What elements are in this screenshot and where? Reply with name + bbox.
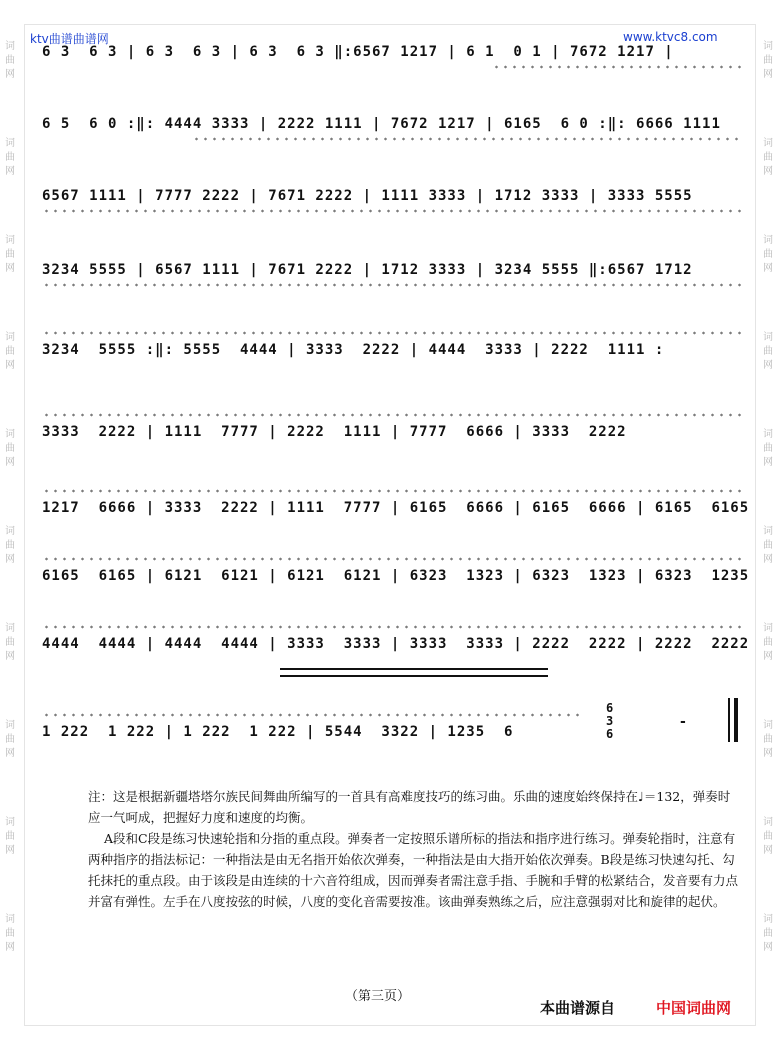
score-notation: 3333 2222 | 1111 7777 | 2222 1111 | 7777 6666 | 3333 2222 — [42, 424, 627, 440]
watermark-char: 词 — [5, 41, 15, 52]
watermark-group — [761, 234, 775, 276]
watermark-char: 词 — [5, 235, 15, 246]
score-row — [42, 494, 750, 528]
footer-source-label: 本曲谱源自 — [540, 999, 616, 1017]
watermark-char: 词 — [763, 429, 773, 440]
watermark-group — [3, 913, 17, 955]
watermark-char: 曲 — [763, 831, 773, 842]
watermark-group — [3, 525, 17, 567]
watermark-group — [761, 913, 775, 955]
watermark-char: 曲 — [763, 443, 773, 454]
watermark-char: 网 — [763, 263, 773, 274]
watermark-char: 词 — [5, 429, 15, 440]
watermark-group — [3, 816, 17, 858]
watermark-group — [761, 428, 775, 470]
octave-dots — [42, 712, 582, 718]
watermark-char: 网 — [763, 845, 773, 856]
octave-dots — [42, 412, 742, 418]
watermark-char: 曲 — [763, 55, 773, 66]
watermark-char: 词 — [763, 41, 773, 52]
final-chord — [606, 702, 613, 741]
watermark-char: 曲 — [5, 928, 15, 939]
watermark-char: 词 — [5, 720, 15, 731]
watermark-group — [3, 40, 17, 82]
header-site-left[interactable]: ktv曲谱曲谱网 — [30, 32, 109, 46]
chord-note: 3 — [606, 714, 614, 728]
watermark-char: 网 — [5, 360, 15, 371]
page-number: （第三页） — [345, 989, 411, 1004]
score-notation: 4444 4444 | 4444 4444 | 3333 3333 | 3333 3333 | 2222 2222 | 2222 2222 — [42, 636, 750, 652]
watermark-right — [761, 40, 775, 1010]
score-row — [42, 418, 742, 452]
octave-dots — [42, 624, 742, 630]
watermark-group — [761, 525, 775, 567]
watermark-group — [3, 234, 17, 276]
watermark-group — [761, 331, 775, 373]
score-notation: 6 5 6 0 :‖: 4444 3333 | 2222 1111 | 7672 1217 | 6165 6 0 :‖: 6666 1111 — [42, 116, 721, 132]
tremolo-bracket — [280, 668, 548, 670]
watermark-char: 曲 — [5, 540, 15, 551]
score-notation: 3234 5555 :‖: 5555 4444 | 3333 2222 | 4444 3333 | 2222 1111 : — [42, 342, 665, 358]
watermark-char: 网 — [5, 554, 15, 565]
chord-note: 6 — [606, 701, 614, 715]
final-barline-thick — [734, 698, 738, 742]
watermark-char: 曲 — [5, 249, 15, 260]
watermark-char: 词 — [763, 623, 773, 634]
watermark-char: 网 — [5, 69, 15, 80]
watermark-char: 网 — [763, 942, 773, 953]
watermark-group — [761, 816, 775, 858]
watermark-char: 词 — [763, 332, 773, 343]
watermark-char: 曲 — [763, 734, 773, 745]
watermark-left — [3, 40, 17, 1010]
watermark-char: 网 — [5, 748, 15, 759]
watermark-char: 词 — [763, 817, 773, 828]
watermark-char: 网 — [5, 845, 15, 856]
watermark-group — [761, 40, 775, 82]
watermark-char: 曲 — [763, 928, 773, 939]
final-barline — [728, 698, 730, 742]
watermark-group — [761, 622, 775, 664]
watermark-group — [3, 331, 17, 373]
chord-note: 6 — [606, 727, 614, 741]
score-row — [42, 336, 742, 370]
score-row — [42, 38, 742, 72]
watermark-char: 曲 — [5, 734, 15, 745]
score-row — [42, 110, 742, 144]
watermark-char: 曲 — [763, 637, 773, 648]
watermark-char: 网 — [763, 748, 773, 759]
watermark-group — [761, 719, 775, 761]
watermark-char: 网 — [763, 651, 773, 662]
watermark-char: 词 — [763, 720, 773, 731]
watermark-char: 词 — [763, 235, 773, 246]
watermark-char: 词 — [5, 623, 15, 634]
watermark-char: 词 — [763, 138, 773, 149]
watermark-char: 网 — [763, 166, 773, 177]
watermark-char: 曲 — [763, 540, 773, 551]
octave-dots — [42, 488, 742, 494]
watermark-char: 曲 — [5, 443, 15, 454]
score-notation: 6567 1111 | 7777 2222 | 7671 2222 | 1111 3333 | 1712 3333 | 3333 5555 — [42, 188, 693, 204]
octave-dots — [42, 208, 742, 214]
octave-dots — [492, 64, 742, 70]
score-notation: 1 222 1 222 | 1 222 1 222 | 5544 3322 | 1235 6 — [42, 724, 514, 740]
octave-dots — [42, 556, 742, 562]
footer-source-site[interactable]: 中国词曲网 — [656, 999, 732, 1017]
watermark-char: 曲 — [5, 152, 15, 163]
watermark-group — [3, 622, 17, 664]
score-notation: 1217 6666 | 3333 2222 | 1111 7777 | 6165 6666 | 6165 6666 | 6165 6165 — [42, 500, 750, 516]
final-dash: - — [680, 714, 686, 730]
watermark-group — [3, 719, 17, 761]
watermark-group — [3, 137, 17, 179]
score-notation: 6 3 6 3 | 6 3 6 3 | 6 3 6 3 ‖:6567 1217 | 6 1 0 1 | 7672 1217 | — [42, 44, 674, 60]
score-row — [42, 256, 742, 290]
watermark-char: 网 — [763, 554, 773, 565]
watermark-char: 曲 — [5, 831, 15, 842]
score-notation: 3234 5555 | 6567 1111 | 7671 2222 | 1712 3333 | 3234 5555 ‖:6567 1712 — [42, 262, 693, 278]
score-row — [42, 182, 742, 216]
watermark-char: 词 — [5, 138, 15, 149]
watermark-group — [761, 137, 775, 179]
tremolo-bracket — [280, 675, 548, 677]
watermark-char: 词 — [763, 914, 773, 925]
watermark-char: 曲 — [763, 346, 773, 357]
octave-dots — [42, 282, 742, 288]
watermark-char: 词 — [5, 817, 15, 828]
watermark-char: 网 — [5, 942, 15, 953]
watermark-char: 网 — [5, 263, 15, 274]
watermark-char: 网 — [5, 166, 15, 177]
watermark-group — [3, 428, 17, 470]
notes-paragraph: 注：这是根据新疆塔塔尔族民间舞曲所编写的一首具有高难度技巧的练习曲。乐曲的速度始终保持在♩＝132，弹奏时应一气呵成，把握好力度和速度的均衡。 — [88, 789, 731, 825]
watermark-char: 网 — [763, 360, 773, 371]
watermark-char: 词 — [5, 914, 15, 925]
octave-dots — [192, 136, 742, 142]
score-row — [42, 718, 582, 752]
watermark-char: 曲 — [5, 346, 15, 357]
watermark-char: 曲 — [5, 55, 15, 66]
score-notation: 6165 6165 | 6121 6121 | 6121 6121 | 6323 1323 | 6323 1323 | 6323 1235 — [42, 568, 750, 584]
score-row — [42, 562, 750, 596]
watermark-char: 网 — [5, 457, 15, 468]
notes-paragraph: A段和C段是练习快速轮指和分指的重点段。弹奏者一定按照乐谱所标的指法和指序进行练习。弹奏轮指时，注意有两种指序的指法标记：一种指法是由无名指开始依次弹奏，一种指法是由大指开始依次弹奏。B段是练习快速勾托、勾托抹托的重点段。由于该段是由连续的十六音符组成，因而弹奏者需注意手指、手腕和手臂的松紧结合，发音要有力点并富有弹性。左手在八度按弦的时候，八度的变化音需要按准。该曲弹奏熟练之后，应注意强弱对比和旋律的起伏。 — [88, 831, 739, 909]
watermark-char: 曲 — [5, 637, 15, 648]
octave-dots — [42, 330, 742, 336]
watermark-char: 曲 — [763, 249, 773, 260]
header-site-right[interactable]: www.ktvc8.com — [623, 30, 718, 44]
score-row — [42, 630, 750, 664]
watermark-char: 曲 — [763, 152, 773, 163]
watermark-char: 词 — [763, 526, 773, 537]
watermark-char: 词 — [5, 526, 15, 537]
watermark-char: 网 — [5, 651, 15, 662]
watermark-char: 网 — [763, 69, 773, 80]
watermark-char: 词 — [5, 332, 15, 343]
watermark-char: 网 — [763, 457, 773, 468]
performance-notes — [88, 786, 738, 912]
